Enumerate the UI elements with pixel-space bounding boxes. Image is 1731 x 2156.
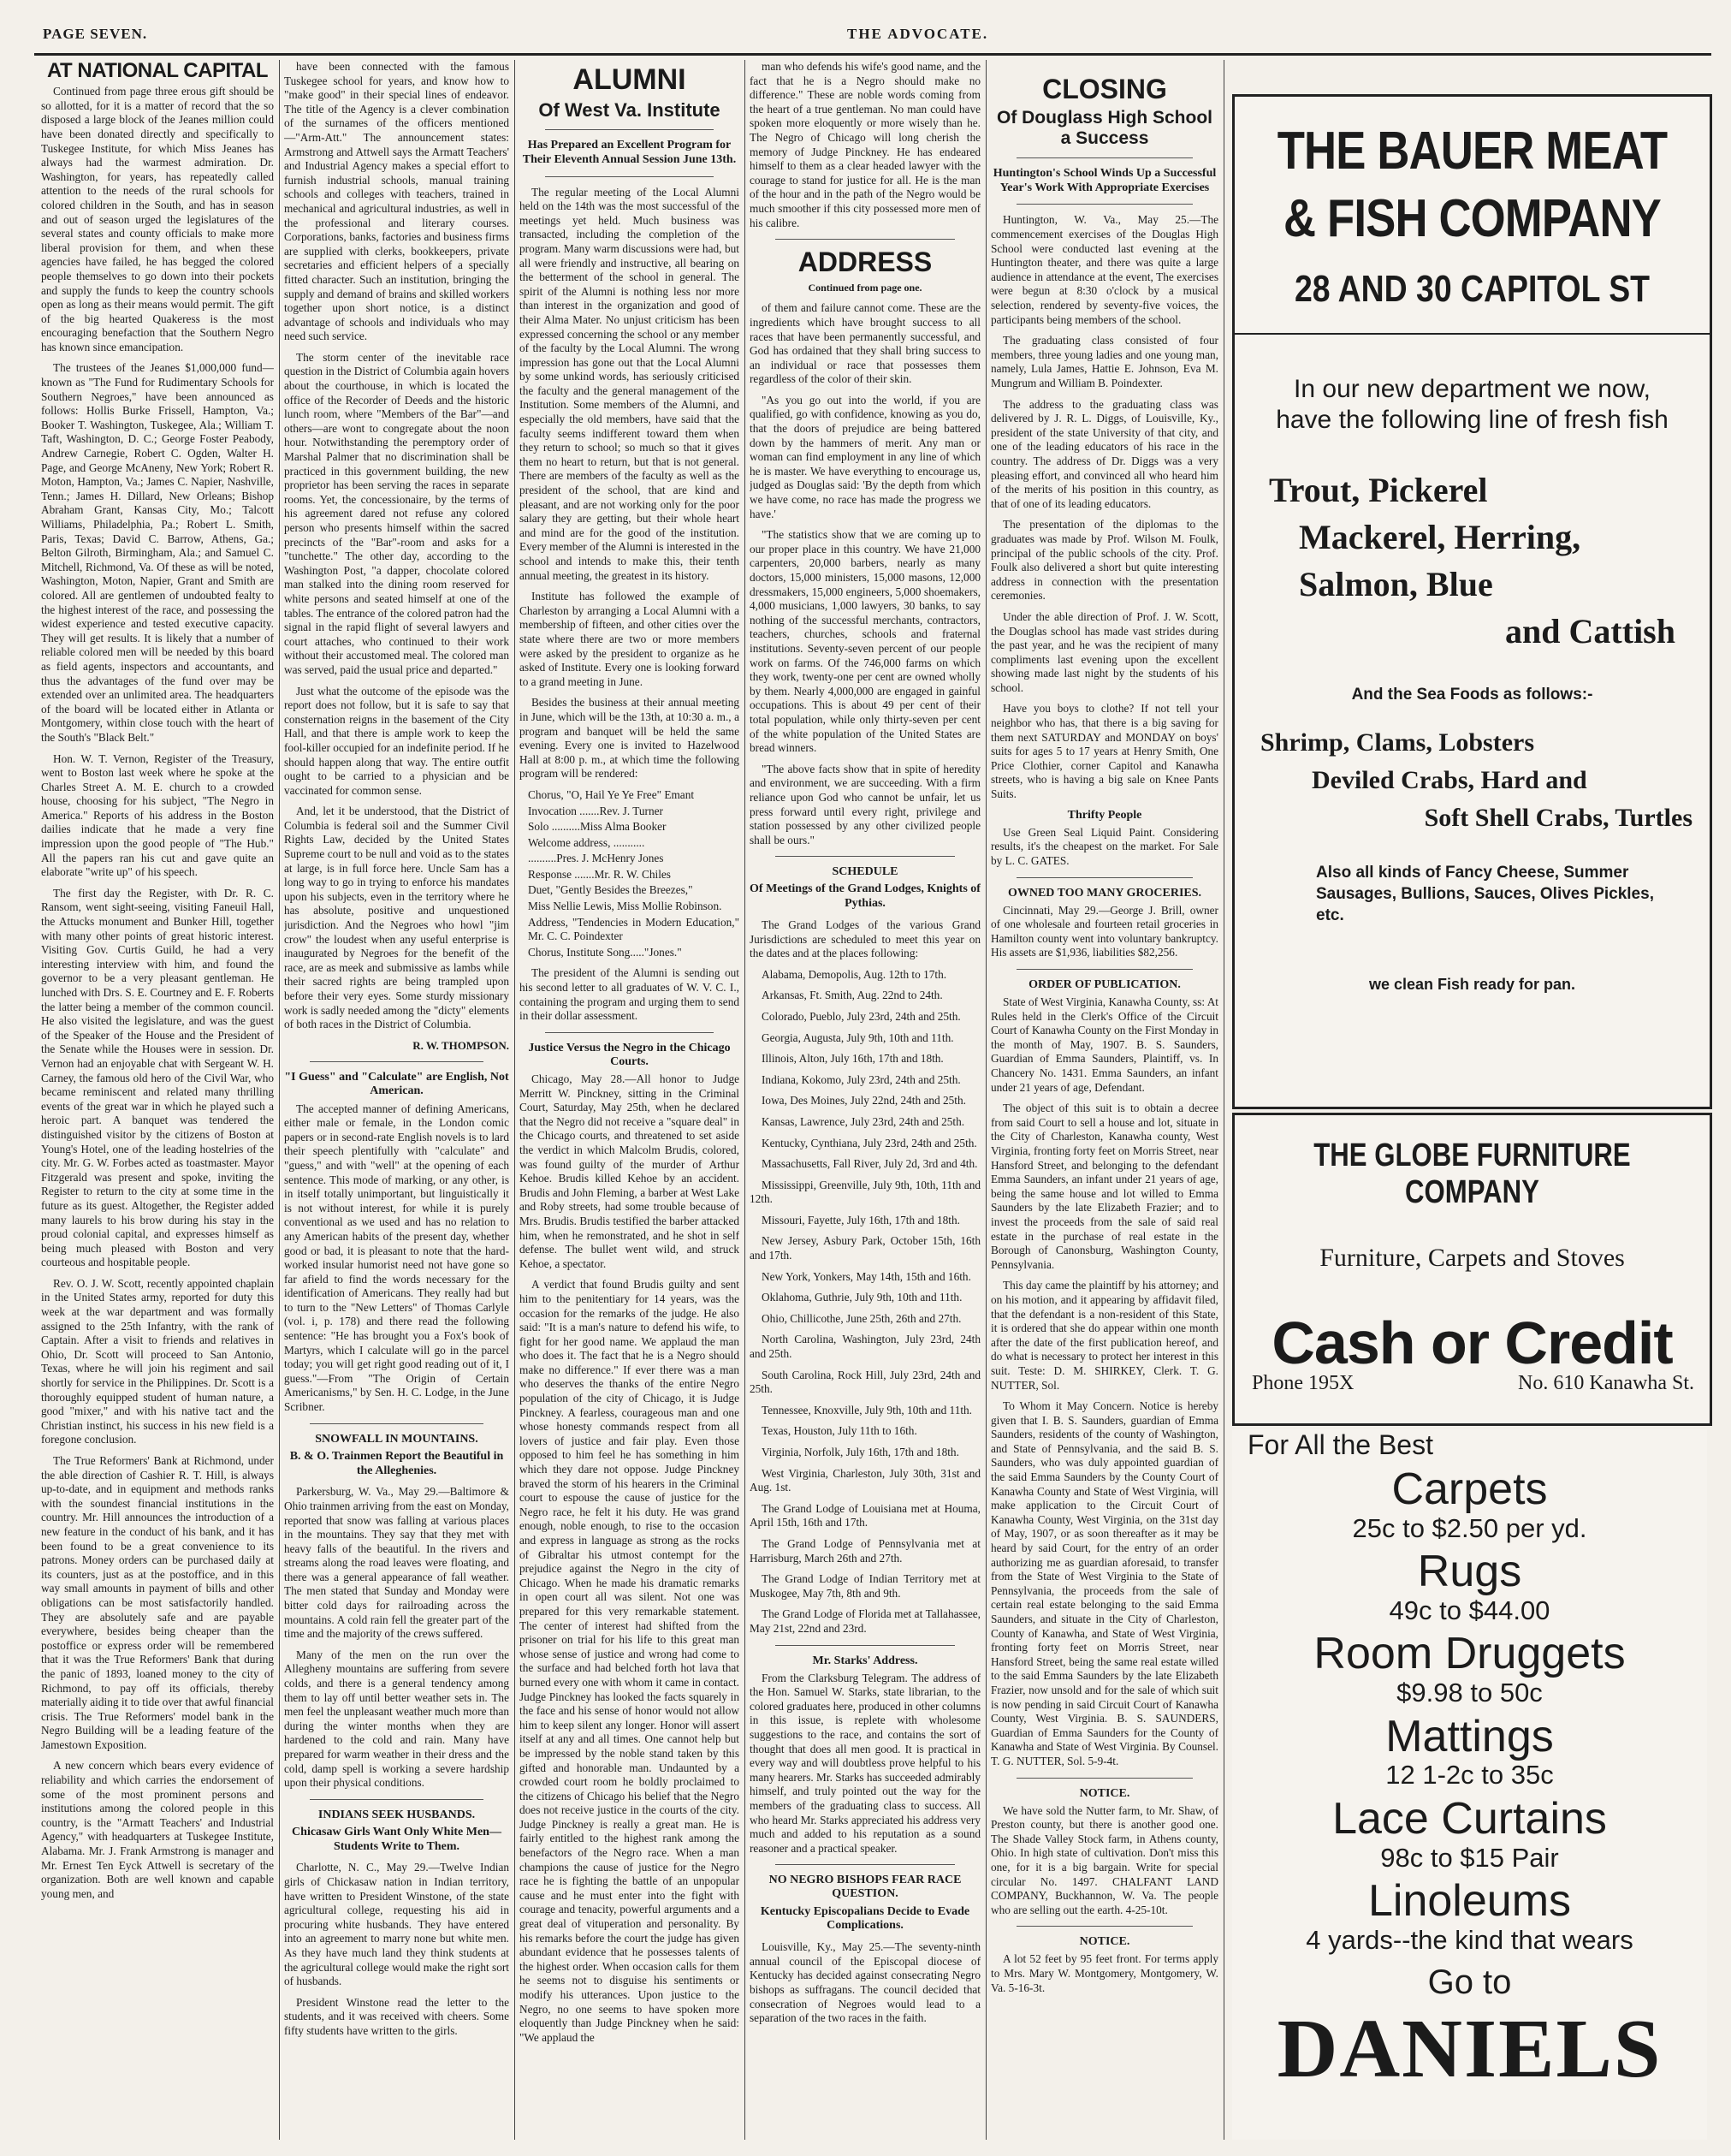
- ad1-extras: Also all kinds of Fancy Cheese, Summer Sausages, Bullions, Sauces, Olives Pickles, etc.: [1316, 864, 1654, 924]
- separator: [1017, 877, 1193, 878]
- paragraph: The accepted manner of defining Americans, either male or female, in the London comic papers or in second-rate English novels is to lard their speech plentifully with "calculate" and "guess," and with "well" at the opening of each sentence. This mode of marking, or any other, is in itself totally unimportant, but linguistically it is not without interest, for while it is purely conventional as we used and has no relation to any American habits of the present day, whether good or bad, it is pleasant to note that the hard-worked insular humorist need not have gone so far afield to find the words necessary for the identification of Americans. They really had but to turn to the "New Letters" of Thomas Carlyle (vol. i, p. 178) and there read the following sentence: "He has brought you a Fox's book of Martyrs, which I calculate will go in the parcel today; you will get right good reading out of it, I guess."—From "The Origin of Certain Americanisms," by Sen. H. C. Lodge, in the June Scribner.: [284, 1102, 509, 1414]
- paragraph: The trustees of the Jeanes $1,000,000 fund—known as "The Fund for Rudimentary Schools for Southern Negroes," have been announced as follows: Hollis Burke Frissell, Hampton, Va.; Booker T. Washington, Tuskegee, Ala.; William T. Taft, Washington, D. C.; George Foster Peabody, Andrew Carnegie, Robert C. Ogden, Walter H. Page, and George McAneny, New York; Robert R. Moton, Hampton, Va.; James C. Napier, Nashville, Tenn.; James H. Dillard, New Orleans; Bishop Abraham Grant, Kansas City, Mo.; Talcott Williams, Philadelphia, Pa.; Robert L. Smith, Paris, Texas; David C. Barrow, Athens, Ga.; Belton Gilroth, Birmingham, Ala.; and Samuel C. Mitchell, Richmond, Va. Of these as will be noted, Washington, Moton, Napier, Grant and Smith are colored. All are gentlemen of undoubted fealty to the highest interest of the race, and possessing the widest experience and tested executive capacity. They will get results. It is likely that a number of reliable colored men will be needed by this board as field agents, inspectors and accountants, and thus the advantages of the fund over may be extended over an unlimited area. The headquarters of the board will be located either in Atlanta or Montgomery, within close touch with the heart of the South's "Black Belt.": [41, 361, 274, 744]
- paragraph: Iowa, Des Moines, July 22nd, 24th and 25th.: [762, 1094, 966, 1108]
- paragraph: of them and failure cannot come. These are the ingredients which have brought success to all races that have been permanently successful, and God has ordained that they shall bring success to an individual or race that possesses them regardless of the color of their skin.: [750, 301, 981, 386]
- masthead: [34, 0, 1711, 56]
- ad3-item-list: [1232, 1466, 1707, 1955]
- paragraph: North Carolina, Washington, July 23rd, 24th and 25th.: [750, 1333, 981, 1361]
- deck-snowfall: B. & O. Trainmen Report the Beautiful in the Alleghenies.: [289, 1449, 504, 1477]
- program-list: [519, 788, 739, 960]
- ad1-address: 28 AND 30 CAPITOL ST: [1295, 268, 1650, 310]
- separator: [1017, 157, 1193, 158]
- deck-alumni: Has Prepared an Excellent Program for Their Eleventh Annual Session June 13th.: [522, 138, 737, 166]
- ad1-fish-1: Trout, Pickerel: [1269, 471, 1488, 509]
- separator: [775, 1645, 955, 1646]
- column-rule: [986, 60, 987, 2140]
- separator: [1017, 969, 1193, 970]
- ad3-item-price: 98c to $15 Pair: [1380, 1842, 1559, 1873]
- column-rule: [744, 60, 745, 2140]
- ad3-intro: For All the Best: [1248, 1429, 1433, 1460]
- headline-order: ORDER OF PUBLICATION.: [1029, 977, 1181, 991]
- ad1-clean-fish: we clean Fish ready for pan.: [1368, 976, 1576, 993]
- paragraph: New York, Yonkers, May 14th, 15th and 16th.: [762, 1269, 971, 1283]
- separator: [775, 856, 955, 857]
- separator: [1017, 204, 1193, 205]
- paragraph: Under the able direction of Prof. J. W. Scott, the Douglas school has made vast strides during the past year, and he was the recipient of many compliments last evening upon the excellent showing made last night by the students of his school.: [991, 609, 1218, 694]
- headline-thrifty: Thrifty People: [1067, 808, 1142, 822]
- headline-schedule: SCHEDULE: [832, 865, 898, 879]
- separator: [545, 129, 714, 130]
- program-item: ..........Pres. J. McHenry Jones: [528, 852, 664, 865]
- program-item: Response .......Mr. R. W. Chiles: [528, 867, 671, 881]
- ad3-item-name: Rugs: [1417, 1547, 1522, 1597]
- ad2-address: No. 610 Kanawha St.: [1518, 1372, 1694, 1394]
- paragraph: Cincinnati, May 29.—George J. Brill, owner of one wholesale and fourteen retail groceries in Hamilton county went into voluntary bankruptcy. His assets are $1,936, liabilities $82,256.: [991, 903, 1218, 959]
- ad2-cash-credit: Cash or Credit: [1272, 1310, 1673, 1376]
- headline-notice-2: NOTICE.: [1079, 1935, 1130, 1949]
- ad3-item-price: 12 1-2c to 35c: [1385, 1760, 1554, 1791]
- paragraph: Use Green Seal Liquid Paint. Considering results, it's the cheapest on the market. For Sale by L. C. GATES.: [991, 825, 1218, 867]
- paragraph: Just what the outcome of the episode was the report does not follow, but it is safe to say that consternation reigns in the basement of the City Hall, and that there is ample work to keep the fool-killer occupied for an indefinite period. If he should happen along that way. The entire outfit ought to be carried to a physician and be vaccinated for common sense.: [284, 684, 509, 797]
- column-rule: [514, 60, 515, 2140]
- signature: R. W. THOMPSON.: [412, 1038, 509, 1052]
- column-rule: [279, 60, 280, 2140]
- paragraph: The graduating class consisted of four members, three young ladies and one young man, namely, Lula James, Hattie E. Johnson, Eva M. Mungrum and William B. Poindexter.: [991, 334, 1218, 389]
- paragraph: Kansas, Lawrence, July 23rd, 24th and 25th.: [762, 1114, 965, 1128]
- paragraph: Many of the men on the run over the Allegheny mountains are suffering from severe colds, and there is a general tendency among them to lay off until better weather sets in. The men feel the unpleasant weather much more than during the winter months when they are hardened to the cold and rain. Many have prepared for warm weather in their dress and the cold, damp spell is working a severe hardship upon their physical conditions.: [284, 1648, 509, 1790]
- separator: [1017, 1926, 1193, 1927]
- ad3-store-name: DANIELS: [1277, 2003, 1663, 2096]
- paragraph: Louisville, Ky., May 25.—The seventy-ninth annual council of the Episcopal diocese of Kentucky has decided against consecrating Negro bishops as suffragans. The council decided that consecration of Negroes would lead to a separation of the two races in the faith.: [750, 1940, 981, 2025]
- ad3-item-price: 49c to $44.00: [1389, 1595, 1550, 1625]
- program-item: Invocation .......Rev. J. Turner: [528, 804, 663, 817]
- ad3-item-price: 4 yards--the kind that wears: [1306, 1924, 1633, 1955]
- headline-bishops: NO NEGRO BISHOPS FEAR RACE QUESTION.: [768, 1874, 962, 1901]
- separator: [775, 1864, 955, 1865]
- separator: [310, 1423, 483, 1424]
- paragraph: man who defends his wife's good name, and the fact that he is a Negro should make no difference." These are noble words coming from the heart of a true gentleman. No man could have spoken more eloquently or more wisely than he. The Negro of Chicago will long cherish the memory of Judge Pinckney. He has endeared himself to them as a clear headed lawyer with the courage to stand for justice for all. He is the man of the hour and in the path of the Negro would be much smoother if this city possessed more men of his calibre.: [750, 60, 981, 229]
- paragraph: have been connected with the famous Tuskegee school for years, and know how to "make good" in their special lines of endeavor. The title of the Agency is a clever combination of the surnames of the officers mentioned—"Arm-Att." The announcement states: Armstrong and Attwell says the Armatt Teachers' and Industrial Agency makes a special effort to furnish industrial schools, manual training schools and colleges with teachers, trained in mechanical and agricultural industries, as well in the professional and literary courses. Corporations, banks, factories and business firms are supplied with clerks, bookkeepers, private secretaries and efficient helpers of a specially fitted character. Such an institution, bringing the supply and demand of brains and skilled workers together upon short notice, is a distinct advantage of schools and individuals who may need such service.: [284, 60, 509, 343]
- paragraph: Alabama, Demopolis, Aug. 12th to 17th.: [762, 967, 947, 981]
- paragraph: Virginia, Norfolk, July 16th, 17th and 18th.: [762, 1446, 959, 1458]
- headline-closing: CLOSING: [1042, 74, 1167, 104]
- paragraph: Kentucky, Cynthiana, July 23rd, 24th and 25th.: [762, 1136, 977, 1149]
- headline-snowfall: SNOWFALL IN MOUNTAINS.: [315, 1432, 478, 1446]
- headline-national-capital: AT NATIONAL CAPITAL: [46, 60, 269, 82]
- program-item: Miss Nellie Lewis, Miss Mollie Robinson.: [528, 900, 722, 913]
- separator: [545, 176, 714, 177]
- deck-closing: Huntington's School Winds Up a Successful Year's Work With Appropriate Exercises: [993, 166, 1217, 194]
- ad3-goto: Go to: [1427, 1963, 1512, 2002]
- paragraph: The president of the Alumni is sending out his second letter to all graduates of W. V. C. I., containing the program and urging them to send in their dollar assessment.: [519, 966, 739, 1023]
- ad1-seafood-intro: And the Sea Foods as follows:-: [1351, 686, 1593, 704]
- ad3-item-price: $9.98 to 50c: [1396, 1678, 1543, 1708]
- paragraph: The Grand Lodge of Florida met at Tallahassee, May 21st, 22nd and 23rd.: [750, 1607, 981, 1635]
- ad3-item-name: Carpets: [1391, 1464, 1548, 1514]
- column-1: [41, 60, 274, 2140]
- program-item: Welcome address, ...........: [528, 835, 645, 849]
- paragraph: Institute has followed the example of Charleston by arranging a Local Alumni with a membership of fifteen, and other cities over the state where there are two or more members were asked by the president to organize as he asked of Institute. Every one is looking forward to a grand meeting in June.: [519, 590, 739, 688]
- program-item: Chorus, "O, Hail Ye Ye Free" Emant: [528, 787, 695, 801]
- paragraph: Georgia, Augusta, July 9th, 10th and 11th.: [762, 1030, 954, 1044]
- ad2-phone: Phone 195X: [1252, 1372, 1355, 1394]
- paragraph: Texas, Houston, July 11th to 16th.: [762, 1424, 917, 1438]
- paragraph: A new concern which bears every evidence of reliability and which carries the endorsement of some of the most prominent persons and institutions among the colored people in this country, is the "Armatt Teachers' and Industrial Agency," with headquarters at Tuskegee Institute, Alabama. Mr. J. Frank Armstrong is manager and Mr. Ernest Ten Eyck Attwell is secretary of the organization. Both are well known and capable young men, and: [41, 1759, 274, 1900]
- ad-daniels: [1232, 1429, 1707, 2140]
- paragraph: This day came the plaintiff by his attorney; and on his motion, and it appearing by affidavit filed, that the defendant is a non-resident of this State, it is ordered that she do appear within one month after the date of the first publication hereof, and do what is necessary to protect her interest in this suit. Teste: D. M. SHIRKEY, Clerk. T. G. NUTTER, Sol.: [991, 1279, 1218, 1392]
- paragraph: New Jersey, Asbury Park, October 15th, 16th and 17th.: [750, 1234, 981, 1262]
- paragraph: Missouri, Fayette, July 16th, 17th and 18th.: [762, 1213, 960, 1226]
- ad1-seafood-2: Deviled Crabs, Hard and: [1312, 766, 1587, 794]
- headline-address: ADDRESS: [797, 246, 933, 278]
- paragraph: Colorado, Pueblo, July 23rd, 24th and 25th.: [762, 1009, 961, 1023]
- paragraph: "The statistics show that we are coming up to our proper place in this country. We have 21,000 carpenters, 20,000 barbers, nearly as many doctors, 15,000 ministers, 15,000 masons, 12,000 dressmakers, 15,000 engineers, 5,000 shoemakers, 4,000 musicians, 1,000 lawyers, 30 banks, to say nothing of the successful merchants, contractors, teachers, churches, schools and fraternal institutions. Seventy-seven percent of our people work on farms. Of the 746,000 farms on which they work, twenty-one per cent are owned wholly by them. Nearly 4,000,000 are engaged in gainful occupations. This is about 49 per cent of their total population, while only thirty-seven per cent of the white population of the United States are bread winners.: [750, 528, 981, 755]
- program-item: Solo ..........Miss Alma Booker: [528, 820, 667, 834]
- ad3-item-name: Linoleums: [1367, 1876, 1572, 1927]
- headline-notice-1: NOTICE.: [1079, 1786, 1130, 1800]
- program-item: Address, "Tendencies in Modern Education," Mr. C. C. Poindexter: [528, 915, 739, 943]
- paragraph: The True Reformers' Bank at Richmond, under the able direction of Cashier R. T. Hill, is always up-to-date, and in equipment and methods ranks with the soundest financial institutions in the country. Mr. Hill announces the introduction of a new feature in the conduct of his bank, and it has been found to be a great convenience to its patrons. Money orders can be purchased daily at its counters, just as at the postoffice, and in this way small amounts in payment of bills and other obligations can be most satisfactorily handled. They are absolutely safe and are payable everywhere, besides being cheaper than the postoffice or express order will be remembered that it was the True Reformers' Bank that during the panic of 1893, loaned money to the city of Richmond, to pay off its officials, thereby materially aiding it to tide over that awful financial crisis. The True Reformers' model bank in the Negro Building will be a leading feature of the Jamestown Exposition.: [41, 1454, 274, 1751]
- separator: [310, 1061, 483, 1062]
- paragraph: The object of this suit is to obtain a decree from said Court to sell a house and lot, situate in the City of Charleston, Kanawha county, West Virginia, fronting forty feet on Morris Street, near Hansford Street, and belonging to the defendant Emma Saunders, an infant under 21 years of age, being the same house and lot willed to Emma Saunders by the late Elizabeth Frazier; and to invest the proceeds from the sale of said real estate in the purchase of real estate in the Borough of Canonsburg, Washington County, Pennsylvania.: [991, 1102, 1218, 1271]
- separator: [545, 1032, 714, 1033]
- program-item: Chorus, Institute Song....."Jones.": [528, 945, 682, 959]
- paragraph: The regular meeting of the Local Alumni held on the 14th was the most successful of the meetings yet held. Much business was transacted, including the completion of the program. Many warm discussions were had, but all were friendly and instructive, all bearing on the betterment of the school in general. The spirit of the Alumni is nothing less nor more than interest in the organization and good of their Alma Mater. No unjust criticism has been expressed concerning the school or any member of the faculty by the Local Alumni. The wrong impression has gone out that the Local Alumni by some unkind words, has seriously criticised the faculty and the general management of the Institution. Some members of the Alumni, and especially the old members, have said that the faculty seems indifferent toward them when they return to school; so much so that it gives them no heart to return, but that is not general. There are members of the faculty as well as the president of the school, that are kind and pleasant, and are not working only for the poor salary they are getting, but their whole heart and mind are for the good of the institution. Every member of the Alumni is interested in the school and intends to make this, their tenth annual meeting, the greatest in its history.: [519, 185, 739, 582]
- separator: [310, 1799, 483, 1800]
- paragraph: We have sold the Nutter farm, to Mr. Shaw, of Preston county, but there is another good one. The Shade Valley Stock farm, in Athens county, Ohio. In high state of cultivation. Don't miss this one, for it is a big bargain. Write for special circular No. 1497. CHALFANT LAND COMPANY, Buckhannon, W. Va. The people who are selling out the earth. 4-25-10t.: [991, 1803, 1218, 1916]
- separator: [1017, 1778, 1193, 1779]
- deck-indians: Chicasaw Girls Want Only White Men—Students Write to Them.: [292, 1825, 501, 1853]
- paragraph: To Whom it May Concern. Notice is hereby given that I. B. S. Saunders, guardian of Emma Saunders, residents of the county of Washington, and State of Pennsylvania, and the said B. S. Saunders, who was duly appointed guardian of the said Emma Saunders by the County Court of Kanawha County and State of West Virginia, will make application to the Circuit Court of Kanawha County, West Virginia, on the 31st day of May, 1907, or as soon thereafter as it may be heard by said Court, for the entry of an order authorizing me as guardian aforesaid, to transfer from the State of West Virginia to the State of Pennsylvania, the proceeds from the sale of certain real estate belonging to the said Emma Saunders, and situate in the City of Charleston, County of Kanawha, and State of West Virginia, fronting forty feet on Morris Street, near Hansford Street, being the same real estate willed to the said Emma Saunders by the late Elizabeth Frazier, now unsold and for the sale of which suit is now pending in said Circuit Court of Kanawha County, West Virginia. B. S. SAUNDERS, Guardian of Emma Saunders for the County of Kanawha and State of West Virginia. By Counsel. T. G. NUTTER, Sol. 5-9-4t.: [991, 1399, 1218, 1767]
- paper-name: THE ADVOCATE.: [847, 26, 989, 42]
- ad3-item-name: Lace Curtains: [1332, 1793, 1607, 1844]
- paragraph: West Virginia, Charleston, July 30th, 31st and Aug. 1st.: [750, 1466, 981, 1494]
- paragraph: "The above facts show that in spite of heredity and environment, we are succeeding. With a firm reliance upon God who cannot be unfair, let us press forward until every right, privilege and station possessed by any other civilized people shall be ours.": [750, 762, 981, 846]
- paragraph: Besides the business at their annual meeting in June, which will be the 13th, at 10:30 a. m., a program and banquet will be held the same evening. Every one is invited to Hazelwood Hall at 8:00 p. m., at which time the following program will be rendered:: [519, 696, 739, 781]
- paragraph: And, let it be understood, that the District of Columbia is federal soil and the Summer Civil Rights Law, decided by the United States Supreme court to be null and void as to the states at large, is in full force here. Uncle Sam has a long way to go in trying to enforce his mandates upon his subjects, even in the territory where he has absolute, positive and unquestioned jurisdiction. And the Negroes who howl "jim crow" the loudest when any useful enterprise is inaugurated by Negroes for the benefit of the race, are as meek and submissive as lambs while their sacred rights are being trampled upon before their very eyes. Some sturdy missionary work is sadly needed among the "dicty" elements of both races in the District of Columbia.: [284, 805, 509, 1031]
- continued-note: Continued from page one.: [808, 281, 922, 294]
- ad3-item-name: Room Druggets: [1313, 1629, 1626, 1679]
- ad1-intro: In our new department we now, have the following line of fresh fish: [1276, 375, 1669, 434]
- paragraph: Oklahoma, Guthrie, July 9th, 10th and 11th.: [762, 1291, 963, 1304]
- paragraph: The storm center of the inevitable race question in the District of Columbia again hovers about the courthouse, in which is located the office of the Recorder of Deeds and the historic lunch room, where "Members of the Bar"—and others—are wont to congregate about the noon hour. Notwithstanding the peremptory order of Marshal Palmer that no discrimination shall be practiced in this government building, the new proprietor has been serving the races in separate rooms. Yet, the concessionaire, by the terms of his agreement dared not refuse any colored person who presents himself within the sacred precincts of the "Bar"-room and asks for a "tunchette." The other day, according to the Washington Post, "a dapper, chocolate colored man stalked into the dining room reserved for white persons and seated himself at one of the tables. The entrance of the colored patron had the signal in the rapid flight of several lawyers and court attaches, who continued to their work without their accustomed meal. The colored man was served, paid the usual price and departed.": [284, 350, 509, 676]
- subhead-alumni: Of West Va. Institute: [538, 98, 720, 121]
- program-item: Duet, "Gently Besides the Breezes,": [528, 883, 693, 897]
- paragraph: Ohio, Chillicothe, June 25th, 26th and 27th.: [762, 1311, 962, 1325]
- paragraph: President Winstone read the letter to the students, and it was received with cheers. Some fifty students have written to the girls.: [284, 1995, 509, 2037]
- deck-schedule: Of Meetings of the Grand Lodges, Knights of Pythias.: [750, 882, 981, 911]
- paragraph: Parkersburg, W. Va., May 29.—Baltimore & Ohio trainmen arriving from the east on Monday, reported that snow was falling at various places in the mountains. They say that they met with heavy falls of the beautiful. In the rivers and streams along the road leaves were floating, and there was a general appearance of fall weather. The men stated that Sunday and Monday were bitter cold days for railroading across the mountains. A cold rain fell the greater part of the time and the majority of the crews suffered.: [284, 1485, 509, 1641]
- ad2-subtitle: Furniture, Carpets and Stoves: [1319, 1244, 1625, 1272]
- column-5: [991, 60, 1218, 2140]
- ad1-fish-2: Mackerel, Herring,: [1299, 518, 1581, 556]
- column-4: [750, 60, 981, 2140]
- ad1-seafood-1: Shrimp, Clams, Lobsters: [1260, 728, 1535, 757]
- ad1-title-2: & FISH COMPANY: [1283, 189, 1661, 248]
- paragraph: State of West Virginia, Kanawha County, ss: At Rules held in the Clerk's Office of the Circuit Court of Kanawha County on the First Monday in the month of May, 1907. B. S. Saunders, Guardian of Emma Saunders, Plaintiff, vs. In Chancery No. 1431. Emma Saunders, an infant under 21 years of age, Defendant.: [991, 995, 1218, 1094]
- column-3: [519, 60, 739, 2140]
- paragraph: Mississippi, Greenville, July 9th, 10th, 11th and 12th.: [750, 1178, 981, 1206]
- paragraph: Tennessee, Knoxville, July 9th, 10th and 11th.: [762, 1403, 973, 1417]
- ad1-seafood-3: Soft Shell Crabs, Turtles: [1424, 804, 1692, 832]
- paragraph: The first day the Register, with Dr. R. C. Ransom, went sight-seeing, visiting Faneuil Hall, the Attucks monument and Bunker Hill, together with many other points of great historic interest. Visiting Gov. Curtis Guild, he had a very interesting interview with him, and found the governor to be a very pleasant gentleman. He lunched with Drs. S. E. Courtney and E. F. Roberts the latter being a member of the common council. He also visited the legislature, and was the guest of the Speaker of the House and the President of the Senate while the Houses were in session. Dr. Vernon had an enjoyable chat with Sergeant W. H. Carney, the famous old hero of the Civil War, who became reminiscent and related many thrilling events of the great war in which he played such a heroic part. A banquet was tendered the distinguished visitor by the citizens of Boston at Young's Hotel, one of the leading hostelries of the city. Mr. G. W. Forbes acted as toastmaster. Mayor Fitzgerald was present and spoke, inviting the Register to return to the city at some time in the future as its guest. Altogether, the Register added many laurels to his brow during his stay in the proud colonial capital, and expresses himself as being much pleased with Boston and very courteous and hospitable people.: [41, 886, 274, 1269]
- paragraph: Hon. W. T. Vernon, Register of the Treasury, went to Boston last week where he spoke at the Charles Street A. M. E. church to a crowded house, choosing for his subject, "The Negro in America." Reports of his address in the Boston dailies indicate that he made a very fine impression upon the good people of "The Hub." All the papers ran his cut and gave quite an elaborate "write up" of his speech.: [41, 751, 274, 879]
- ad1-fish-4: and Cattish: [1505, 612, 1675, 650]
- paragraph: Huntington, W. Va., May 25.—The commencement exercises of the Douglas High School were conducted last evening at the Huntington theater, and there was quite a large audience in attendance at the event, The exercises were begun at 8:30 o'clock by a musical selection, rendered by seventy-five voices, the participants being members of the school.: [991, 213, 1218, 326]
- paragraph: The Grand Lodge of Louisiana met at Houma, April 15th, 16th and 17th.: [750, 1501, 981, 1529]
- ad3-item-price: 25c to $2.50 per yd.: [1352, 1512, 1587, 1543]
- paragraph: South Carolina, Rock Hill, July 23rd, 24th and 25th.: [750, 1368, 981, 1396]
- paragraph: Continued from page three erous gift should be so allotted, for it is a matter of record that the so disposed a large block of the Jeanes million could have been donated directly and specifically to Tuskegee Institute, for which Miss Jeanes has always had the warmest admiration. Dr. Washington, for years, has repeatedly called attention to the needs of the rural schools for colored children in the South, and has in season and out of season urged the legislatures of the several states and county officials to make more liberal provision for them, and when these agencies have failed, he has begged the colored people themselves to go down into their pockets and supply the funds to keep the country schools open as long as their means would permit. The gift of the big hearted Quakeress is the most encouraging benefaction that the Southern Negro has known since emancipation.: [41, 85, 274, 353]
- paragraph: A verdict that found Brudis guilty and sent him to the penitentiary for 14 years, was the occasion for the remarks of the judge. He also said: "It is a man's nature to defend his wife, to fight for her good name. We applaud the man who does it. The fact that he is a Negro should make no difference." If ever there was a man who deserves the thanks of the entire Negro population of the city of Chicago, it is Judge Pinckney. A fearless, courageous man and one whose honesty commands respect from all lovers of justice and fair play. Even those opposed to him feel he has something in him which they dare not oppose. Judge Pinckney braved the storm of his hearers in the Criminal court to espouse the cause of justice for the Negro race, he felt it his duty. He was grand enough, noble enough, to rise to the occasion and express in language as strong as the rocks of Gibraltar his utmost contempt for the prejudice against the Negro in the city of Chicago. When he made his dramatic remarks in open court all was silent. Not one was prepared for this very remarkable statement. The center of interest had shifted from the prisoner on trial for his life to this great man whose sense of justice and wrong had come to the surface and had belched forth hot lava that burned every one with whom it came in contact. Judge Pinckney has looked the facts squarely in the face and his sense of honor would not allow him to keep silent any longer. Honor will assert itself at any and all times. One cannot help but be impressed by the noble stand taken by this gifted and honorable man. Undaunted by a crowded court room he boldly proclaimed to the citizens of Chicago his belief that the Negro does not receive justice in the courts of the city. Judge Pinckney is really a great man. He is fairly entitled to the highest rank among the benefactors of the Negro race. When a man champions the cause of justice for the Negro race he is fighting the battle of an unpopular cause and he must enter into the fight with courage and tenacity, powerful arguments and a great deal of vituperation and personality. By his remarks before the court the judge has given abundant evidence that he possesses talents of the highest order. When occasion calls for them he seems not to disguise his sentiments or modify his utterances. Upon justice to the Negro, no one seems to have spoken more eloquently than Judge Pinckney when he said: "We applaud the: [519, 1278, 739, 2044]
- deck-bishops: Kentucky Episcopalians Decide to Evade Complications.: [760, 1904, 970, 1933]
- paragraph: Have you boys to clothe? If not tell your neighbor who has, that there is a big saving for them next SATURDAY and MONDAY on boys' suits for ages 5 to 17 years at Henry Smith, One Price Clothier, corner Capitol and Kanawha streets, who is having a big sale on Knee Pants Suits.: [991, 702, 1218, 801]
- paragraph: The address to the graduating class was delivered by J. R. L. Diggs, of Louisville, Ky., president of the state University of that city, and one of the leading educators of his race in the country. The address of Dr. Diggs was a very pleasing effort, and convinced all who heard him of the merits of his position in this country, as that of one of its leading educators.: [991, 397, 1218, 510]
- paragraph: Indiana, Kokomo, July 23rd, 24th and 25th.: [762, 1072, 961, 1086]
- paragraph: Massachusetts, Fall River, July 2d, 3rd and 4th.: [762, 1157, 978, 1171]
- paragraph: The Grand Lodges of the various Grand Jurisdictions are scheduled to meet this year on the dates and at the places following:: [750, 918, 981, 960]
- ad-globe-furniture: [1232, 1113, 1712, 1426]
- ad1-title-1: THE BAUER MEAT: [1277, 122, 1668, 181]
- paragraph: Charlotte, N. C., May 29.—Twelve Indian girls of Chickasaw nation in Indian territory, have written to President Winstone, of the state agricultural college, requesting his aid in procuring white husbands. They have entered into an agreement to marry none but white men. As they have much land they think students at the agricultural college would make the right sort of husbands.: [284, 1861, 509, 1988]
- headline-groceries: OWNED TOO MANY GROCERIES.: [1007, 886, 1202, 900]
- paragraph: "As you go out into the world, if you are qualified, go with confidence, knowing as you do, that the doors of prejudice are being battered down by the hammers of merit. Any man or woman can find employment in any line of which he is master. We have everything to encourage us, judged as Douglas said: 'By the depth from which we have come, no race has made the progress we have.': [750, 393, 981, 520]
- ad-bauer-meat-fish: [1232, 94, 1712, 1109]
- paragraph: From the Clarksburg Telegram. The address of the Hon. Samuel W. Starks, state librarian, to the colored graduates here, produced in other columns in this issue, is replete with wholesome suggestions to the race, and contains the sort of thought that does all men good. It is practical in every way and will doubtless prove helpful to his many hearers. Mr. Starks has succeeded admirably himself, and truly pointed out the way for the members of the graduating class to success. All who heard Mr. Starks appreciated his address very much and added to his reputation as a sound reasoner and a practical speaker.: [750, 1671, 981, 1855]
- headline-indians: INDIANS SEEK HUSBANDS.: [317, 1808, 476, 1821]
- separator: [775, 239, 955, 240]
- paragraph: A lot 52 feet by 95 feet front. For terms apply to Mrs. Mary W. Montgomery, Montgomery, W. Va. 5-16-3t.: [991, 1952, 1218, 1994]
- paragraph: Arkansas, Ft. Smith, Aug. 22nd to 24th.: [762, 989, 943, 1002]
- subhead-closing: Of Douglass High School a Success: [996, 107, 1212, 148]
- column-2: [284, 60, 509, 2140]
- article-body: [41, 85, 274, 1901]
- paragraph: The presentation of the diplomas to the graduates was made by Prof. Wilson M. Foulk, principal of the public schools of the city. Prof. Foulk also delivered a short but quite interesting address in connection with the presentation ceremonies.: [991, 518, 1218, 603]
- headline-alumni: ALUMNI: [572, 63, 686, 96]
- ad2-title: THE GLOBE FURNITURE COMPANY: [1313, 1137, 1631, 1210]
- paragraph: Chicago, May 28.—All honor to Judge Merritt W. Pinckney, sitting in the Criminal Court, Saturday, May 25th, when he declared that the Negro did not receive a "square deal" in the Chicago courts, and threatened to set aside the verdict in which Malcolm Brudis, colored, was found guilty of the murder of Arthur Kehoe. Brudis killed Kehoe by an accident. Brudis and John Fleming, a barber at West Lake and Roby streets, had some trouble because of Mrs. Brudis. Brudis testified the barber attacked him, when he remonstrated, and he shot in self defense. The bullet went wild, and struck Kehoe, a spectator.: [519, 1072, 739, 1270]
- headline-starks: Mr. Starks' Address.: [812, 1654, 918, 1667]
- paragraph: The Grand Lodge of Indian Territory met at Muskogee, May 7th, 8th and 9th.: [750, 1572, 981, 1600]
- ad3-item-name: Mattings: [1385, 1711, 1554, 1761]
- page-label: PAGE SEVEN.: [43, 26, 148, 42]
- paragraph: The Grand Lodge of Pennsylvania met at Harrisburg, March 26th and 27th.: [750, 1536, 981, 1565]
- ad1-fish-3: Salmon, Blue: [1299, 565, 1493, 603]
- headline-i-guess: "I Guess" and "Calculate" are English, Not American.: [284, 1071, 509, 1098]
- paragraph: Rev. O. J. W. Scott, recently appointed chaplain in the United States army, reported for duty this week at the war department and was formally assigned to the 25th Infantry, with the rank of Captain. After a visit to friends and relatives in Ohio, Dr. Scott will proceed to San Antonio, Texas, where he will join his regiment and sail shortly for service in the Philippines. Dr. Scott is a thoroughly equipped student of human nature, a good "mixer," and with his native tact and the Christian instinct, his success in his new field is a foregone conclusion.: [41, 1276, 274, 1446]
- paragraph: Illinois, Alton, July 16th, 17th and 18th.: [762, 1052, 944, 1066]
- headline-justice: Justice Versus the Negro in the Chicago Courts.: [528, 1041, 731, 1068]
